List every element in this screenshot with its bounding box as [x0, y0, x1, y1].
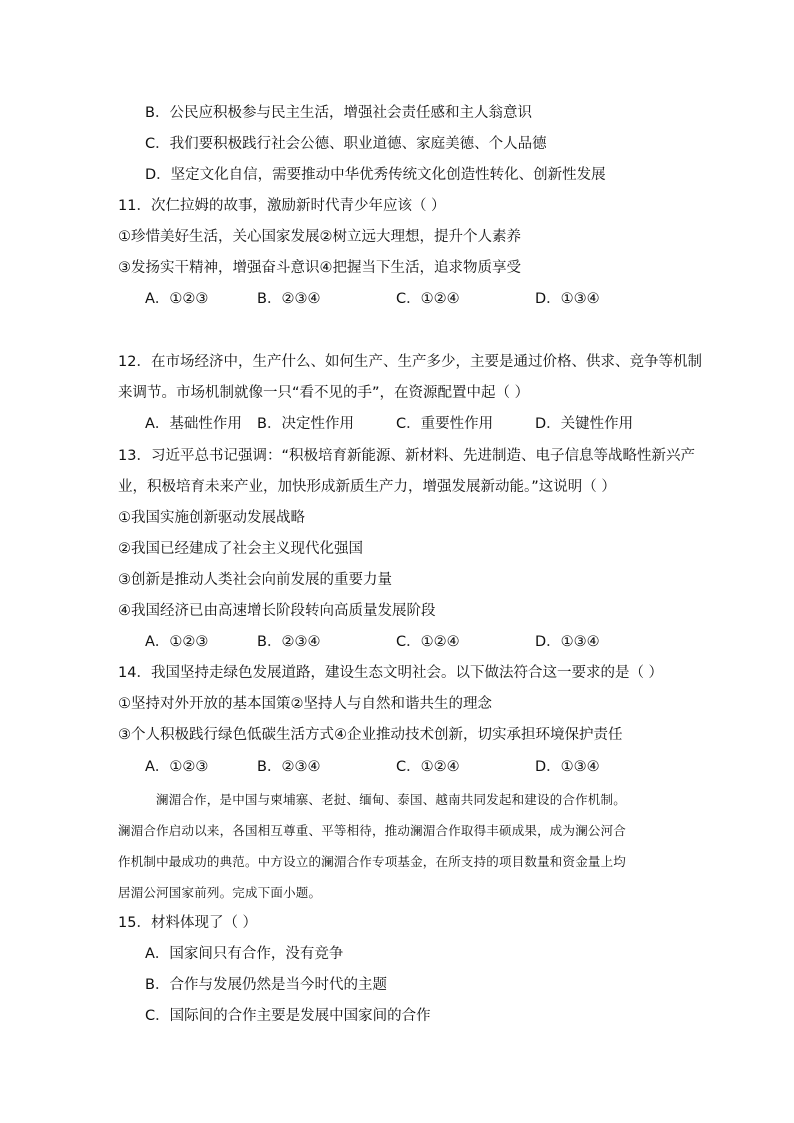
q12-options: [0, 414, 794, 434]
q12-option-a: A．基础性作用: [145, 416, 242, 432]
q14-option-d: D．①③④: [535, 759, 600, 775]
q11-statement-2: ③发扬实干精神，增强奋斗意识④把握当下生活，追求物质享受: [118, 260, 521, 276]
q12-stem-line-1: 12．在市场经济中，生产什么、如何生产、生产多少，主要是通过价格、供求、竞争等机制: [118, 354, 702, 370]
q11-option-a: A．①②③: [145, 291, 209, 307]
q12-option-d: D．关键性作用: [535, 416, 634, 432]
q13-stem-line-2: 业，积极培育未来产业，加快形成新质生产力，增强发展新动能。”这说明（ ）: [118, 479, 616, 495]
q13-option-c: C．①②④: [396, 634, 460, 650]
q12-option-c: C．重要性作用: [396, 416, 494, 432]
material-line-4: 居湄公河国家前列。完成下面小题。: [118, 885, 322, 900]
q14-option-c: C．①②④: [396, 759, 460, 775]
q13-stem-line-1: 13．习近平总书记强调：“积极培育新能源、新材料、先进制造、电子信息等战略性新兴产: [118, 448, 695, 464]
material-line-1: 澜湄合作，是中国与柬埔寨、老挝、缅甸、泰国、越南共同发起和建设的合作机制。: [156, 792, 626, 807]
q14-statement-2: ③个人积极践行绿色低碳生活方式④企业推动技术创新，切实承担环境保护责任: [118, 727, 623, 743]
q13-statement-1: ①我国实施创新驱动发展战略: [118, 510, 305, 526]
q11-option-d: D．①③④: [535, 291, 600, 307]
q11-statement-1: ①珍惜美好生活，关心国家发展②树立远大理想，提升个人素养: [118, 229, 521, 245]
q13-statement-4: ④我国经济已由高速增长阶段转向高质量发展阶段: [118, 603, 436, 619]
q13-statement-3: ③创新是推动人类社会向前发展的重要力量: [118, 572, 392, 588]
q15-option-c: C．国际间的合作主要是发展中国家间的合作: [145, 1008, 431, 1024]
q10-option-d: D．坚定文化自信，需要推动中华优秀传统文化创造性转化、创新性发展: [145, 167, 606, 183]
material-line-3: 作机制中最成功的典范。中方设立的澜湄合作专项基金，在所支持的项目数量和资金量上均: [118, 854, 627, 869]
q14-option-b: B．②③④: [257, 759, 321, 775]
q15-option-a: A．国家间只有合作，没有竞争: [145, 946, 344, 962]
q14-options: [0, 757, 794, 777]
q14-statement-1: ①坚持对外开放的基本国策②坚持人与自然和谐共生的理念: [118, 696, 492, 712]
material-line-2: 澜湄合作启动以来，各国相互尊重、平等相待，推动澜湄合作取得丰硕成果，成为澜公河合: [118, 823, 627, 838]
q12-stem-line-2: 来调节。市场机制就像一只“看不见的手”，在资源配置中起（ ）: [118, 385, 530, 401]
q11-options: [0, 289, 794, 309]
q13-option-a: A．①②③: [145, 634, 209, 650]
q10-option-c: C．我们要积极践行社会公德、职业道德、家庭美德、个人品德: [145, 136, 547, 152]
q10-option-b: B．公民应积极参与民主生活，增强社会责任感和主人翁意识: [145, 105, 532, 121]
q13-statement-2: ②我国已经建成了社会主义现代化强国: [118, 541, 363, 557]
q12-option-b: B．决定性作用: [257, 416, 354, 432]
q14-option-a: A．①②③: [145, 759, 209, 775]
q13-options: [0, 632, 794, 652]
q11-stem: 11．次仁拉姆的故事，激励新时代青少年应该（ ）: [118, 198, 446, 214]
q15-option-b: B．合作与发展仍然是当今时代的主题: [145, 977, 387, 993]
q15-stem: 15．材料体现了（ ）: [118, 915, 258, 931]
q11-option-c: C．①②④: [396, 291, 460, 307]
q14-stem: 14．我国坚持走绿色发展道路，建设生态文明社会。以下做法符合这一要求的是（ ）: [118, 665, 664, 681]
q13-option-d: D．①③④: [535, 634, 600, 650]
q13-option-b: B．②③④: [257, 634, 321, 650]
q11-option-b: B．②③④: [257, 291, 321, 307]
